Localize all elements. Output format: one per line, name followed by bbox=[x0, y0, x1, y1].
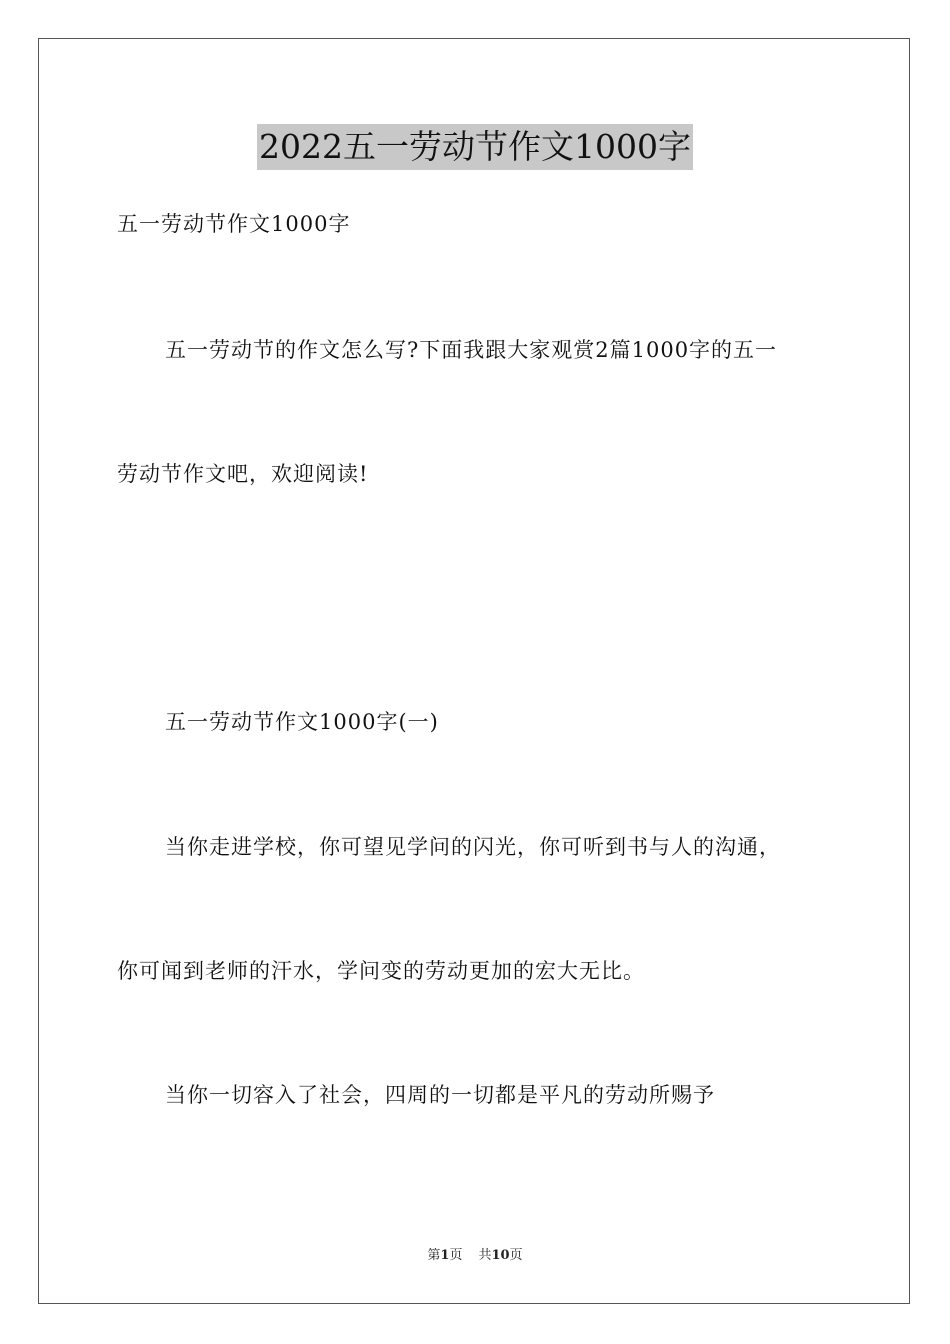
paragraph-line: 你可闻到老师的汗水，学问变的劳动更加的宏大无比。 bbox=[117, 959, 645, 983]
footer-total-pages: 10 bbox=[491, 1248, 510, 1263]
title-container bbox=[0, 124, 950, 170]
paragraph-line: 当你一切容入了社会，四周的一切都是平凡的劳动所赐予 bbox=[165, 1083, 715, 1107]
subtitle-line: 五一劳动节作文1000字 bbox=[117, 212, 351, 236]
footer-page-prefix: 第 bbox=[427, 1248, 441, 1263]
paragraph-line: 当你走进学校，你可望见学问的闪光，你可听到书与人的沟通， bbox=[165, 835, 781, 859]
paragraph-line: 五一劳动节的作文怎么写?下面我跟大家观赏2篇1000字的五一 bbox=[165, 338, 778, 362]
footer-current-page: 1 bbox=[440, 1248, 450, 1263]
footer-page-suffix: 页 bbox=[449, 1248, 463, 1263]
page-footer bbox=[0, 1247, 950, 1265]
footer-total-prefix: 共 bbox=[478, 1248, 492, 1263]
section-heading: 五一劳动节作文1000字(一) bbox=[165, 710, 439, 734]
document-title: 2022五一劳动节作文1000字 bbox=[257, 124, 693, 170]
paragraph-line: 劳动节作文吧，欢迎阅读! bbox=[117, 462, 369, 486]
footer-total-suffix: 页 bbox=[509, 1248, 523, 1263]
